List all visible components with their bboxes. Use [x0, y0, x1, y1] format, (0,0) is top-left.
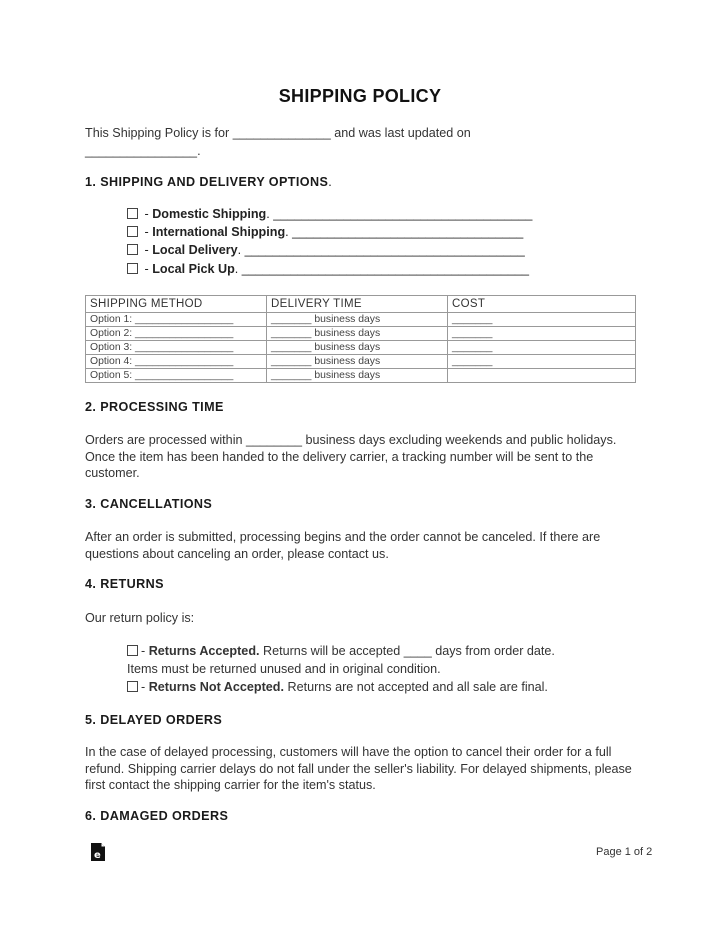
returns-accepted-line-2: Items must be returned unused and in original condition.	[127, 662, 441, 676]
section-2-body: Orders are processed within ________ business days excluding weekends and public holidays. Once the item has been handed to the delivery carrier, a tracking number will be sent to the customer.	[85, 433, 617, 480]
checkbox-icon[interactable]	[127, 645, 138, 656]
time-cell: _______ business days	[267, 327, 448, 341]
table-header-row	[86, 296, 636, 313]
table-row	[86, 355, 636, 369]
cost-cell: _______	[448, 355, 636, 369]
checkbox-icon[interactable]	[127, 681, 138, 692]
header-delivery-time: DELIVERY TIME	[267, 296, 448, 313]
returns-accepted-option: - Returns Accepted. Returns will be accepted ____ days from order date.	[127, 643, 627, 660]
time-cell: _______ business days	[267, 355, 448, 369]
shipping-table	[85, 295, 636, 383]
cost-cell	[448, 369, 636, 383]
section-3-body: After an order is submitted, processing begins and the order cannot be canceled. If there are questions about canceling an order, please contact us.	[85, 530, 601, 561]
option-international-shipping: - International Shipping. _________________________________	[127, 225, 637, 239]
header-cost: COST	[448, 296, 636, 313]
time-cell: _______ business days	[267, 369, 448, 383]
table-row	[86, 369, 636, 383]
section-1-heading: 1. SHIPPING AND DELIVERY OPTIONS.	[85, 175, 333, 189]
section-4-heading: 4. RETURNS	[85, 577, 164, 591]
checkbox-icon[interactable]	[127, 208, 138, 219]
page-number: Page 1 of 2	[596, 846, 653, 858]
section-5-body: In the case of delayed processing, customers will have the option to cancel their order for a full refund. Shipping carrier delays do not fall under the seller's liability. For delayed shipments, please first contact the shipping carrier for the item's status.	[85, 745, 632, 792]
cost-cell: _______	[448, 313, 636, 327]
table-row	[86, 313, 636, 327]
intro-line-1: This Shipping Policy is for ______________ and was last updated on	[85, 126, 471, 140]
cost-cell: _______	[448, 341, 636, 355]
section-6-heading: 6. DAMAGED ORDERS	[85, 809, 229, 823]
section-4-body: Our return policy is:	[85, 611, 195, 625]
option-local-delivery: - Local Delivery. ________________________________________	[127, 243, 637, 257]
time-cell: _______ business days	[267, 313, 448, 327]
method-cell: Option 5: _________________	[86, 369, 267, 383]
time-cell: _______ business days	[267, 341, 448, 355]
table-row	[86, 327, 636, 341]
cost-cell: _______	[448, 327, 636, 341]
intro-line-2: ________________.	[85, 144, 201, 158]
option-domestic-shipping: - Domestic Shipping. _____________________________________	[127, 207, 637, 221]
svg-text:e: e	[94, 850, 101, 861]
document-title: SHIPPING POLICY	[278, 86, 442, 106]
section-2-heading: 2. PROCESSING TIME	[85, 400, 224, 414]
checkbox-icon[interactable]	[127, 244, 138, 255]
method-cell: Option 4: _________________	[86, 355, 267, 369]
table-row	[86, 341, 636, 355]
section-3-heading: 3. CANCELLATIONS	[85, 497, 213, 511]
returns-not-accepted-option: - Returns Not Accepted. Returns are not accepted and all sale are final.	[127, 679, 627, 696]
checkbox-icon[interactable]	[127, 263, 138, 274]
option-local-pick-up: - Local Pick Up. _________________________________________	[127, 262, 637, 276]
method-cell: Option 3: _________________	[86, 341, 267, 355]
header-shipping-method: SHIPPING METHOD	[86, 296, 267, 313]
checkbox-icon[interactable]	[127, 226, 138, 237]
method-cell: Option 1: _________________	[86, 313, 267, 327]
method-cell: Option 2: _________________	[86, 327, 267, 341]
eforms-logo-icon	[90, 842, 106, 862]
section-5-heading: 5. DELAYED ORDERS	[85, 713, 223, 727]
